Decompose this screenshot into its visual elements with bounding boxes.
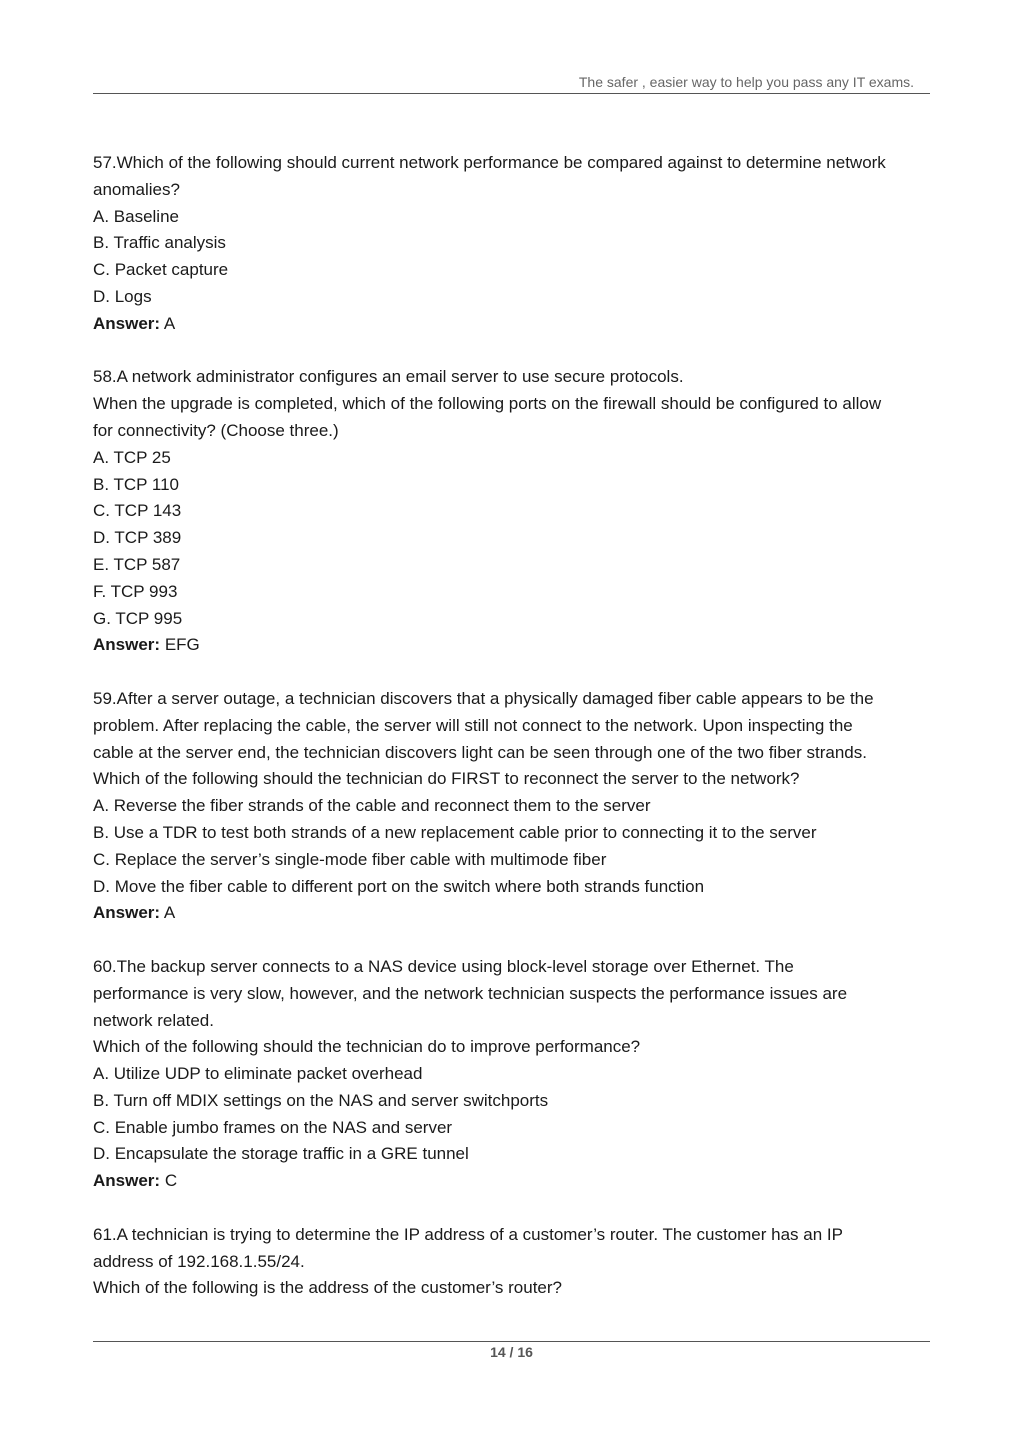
answer-option: F. TCP 993 bbox=[93, 581, 178, 601]
answer-option: A. Baseline bbox=[93, 206, 179, 226]
answer-value: EFG bbox=[164, 635, 200, 655]
answer-option: D. Move the fiber cable to different port on the switch where both strands function bbox=[93, 876, 705, 896]
answer-option: C. Replace the server’s single-mode fiber cable with multimode fiber bbox=[93, 849, 607, 869]
question-57 bbox=[93, 150, 938, 338]
answer-option: A. TCP 25 bbox=[93, 447, 171, 467]
answer-option: G. TCP 995 bbox=[93, 608, 183, 628]
answer-line bbox=[93, 311, 938, 338]
answer-option: B. Turn off MDIX settings on the NAS and server switchports bbox=[93, 1090, 549, 1110]
question-text: anomalies? bbox=[93, 179, 180, 199]
question-text: Which of the following should the technician do FIRST to reconnect the server to the network? bbox=[93, 769, 800, 789]
answer-line bbox=[93, 632, 938, 659]
answer-option: C. Packet capture bbox=[93, 260, 229, 280]
question-text: for connectivity? (Choose three.) bbox=[93, 420, 339, 440]
question-text: network related. bbox=[93, 1010, 214, 1030]
answer-label: Answer: bbox=[93, 313, 161, 333]
page-content bbox=[93, 150, 938, 1329]
question-text: 61.A technician is trying to determine the IP address of a customer’s router. The customer has an IP bbox=[93, 1224, 843, 1244]
answer-option: E. TCP 587 bbox=[93, 554, 181, 574]
question-text: problem. After replacing the cable, the server will still not connect to the network. Upon inspecting the bbox=[93, 715, 853, 735]
question-text: 58.A network administrator configures an email server to use secure protocols. bbox=[93, 367, 684, 387]
page-header bbox=[93, 72, 930, 94]
question-58 bbox=[93, 364, 938, 659]
answer-option: D. Logs bbox=[93, 286, 152, 306]
answer-value: C bbox=[164, 1171, 178, 1191]
question-text: Which of the following should the technician do to improve performance? bbox=[93, 1037, 641, 1057]
answer-option: A. Utilize UDP to eliminate packet overhead bbox=[93, 1064, 423, 1084]
question-text: performance is very slow, however, and the network technician suspects the performance issues are bbox=[93, 983, 848, 1003]
question-text: 57.Which of the following should current network performance be compared against to determine network bbox=[93, 153, 886, 172]
answer-option: C. TCP 143 bbox=[93, 501, 182, 521]
question-text: address of 192.168.1.55/24. bbox=[93, 1251, 305, 1271]
answer-value: A bbox=[163, 313, 176, 333]
answer-option: D. Encapsulate the storage traffic in a GRE tunnel bbox=[93, 1144, 469, 1164]
question-60 bbox=[93, 954, 938, 1195]
answer-value: A bbox=[163, 903, 176, 923]
answer-option: B. TCP 110 bbox=[93, 474, 179, 494]
question-text: 60.The backup server connects to a NAS device using block-level storage over Ethernet. The bbox=[93, 956, 794, 976]
header-tagline: The safer , easier way to help you pass any IT exams. bbox=[578, 74, 914, 90]
answer-option: D. TCP 389 bbox=[93, 528, 182, 548]
question-61 bbox=[93, 1222, 938, 1302]
answer-label: Answer: bbox=[93, 903, 161, 923]
answer-option: B. Traffic analysis bbox=[93, 233, 226, 253]
footer-divider bbox=[93, 1341, 930, 1342]
page-number: 14 / 16 bbox=[490, 1344, 533, 1360]
question-text: Which of the following is the address of the customer’s router? bbox=[93, 1278, 562, 1298]
answer-line bbox=[93, 1168, 938, 1195]
question-text: 59.After a server outage, a technician discovers that a physically damaged fiber cable appears to be the bbox=[93, 688, 874, 708]
answer-line bbox=[93, 900, 938, 927]
question-text: cable at the server end, the technician discovers light can be seen through one of the two fiber strands. bbox=[93, 742, 867, 762]
question-text: When the upgrade is completed, which of the following ports on the firewall should be configured to allow bbox=[93, 394, 882, 414]
answer-label: Answer: bbox=[93, 635, 161, 655]
answer-option: A. Reverse the fiber strands of the cable and reconnect them to the server bbox=[93, 796, 651, 816]
answer-option: B. Use a TDR to test both strands of a new replacement cable prior to connecting it to the server bbox=[93, 822, 817, 842]
question-59 bbox=[93, 686, 938, 927]
answer-option: C. Enable jumbo frames on the NAS and server bbox=[93, 1117, 453, 1137]
answer-label: Answer: bbox=[93, 1171, 161, 1191]
